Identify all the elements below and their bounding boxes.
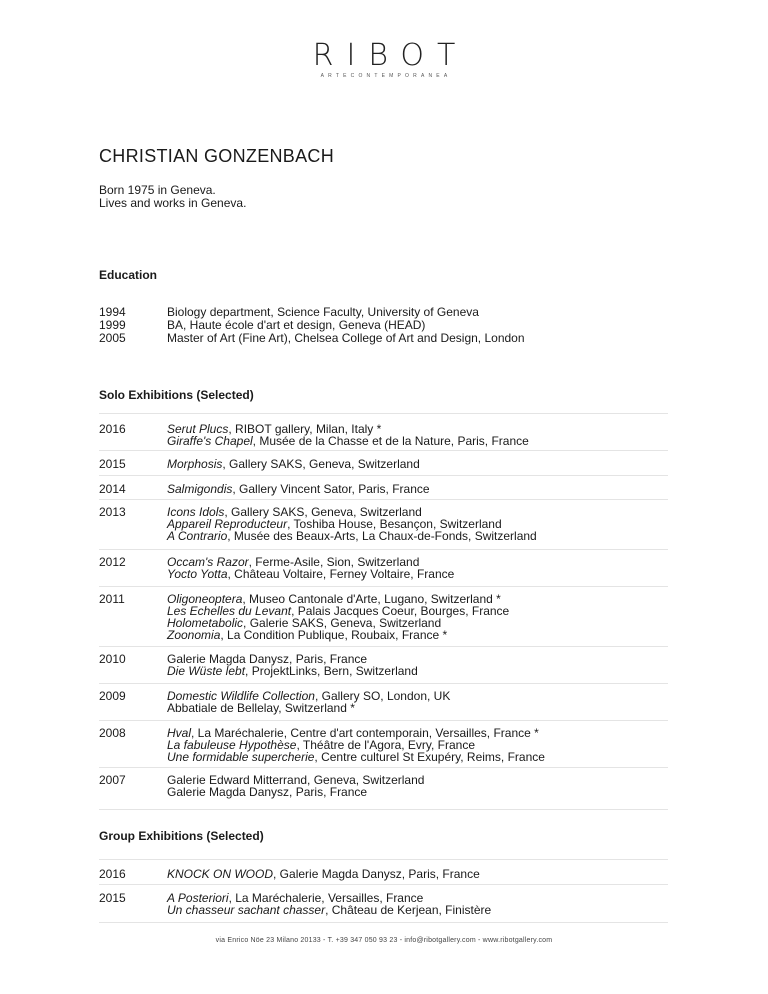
exhibition-venue: , Musée de la Chasse et de la Nature, Paris, France bbox=[252, 434, 529, 448]
row-divider bbox=[99, 499, 668, 500]
exhibition-title: Die Wüste lebt bbox=[167, 664, 246, 678]
exhibition-venue: , Théâtre de l'Agora, Evry, France bbox=[296, 738, 476, 752]
row-divider bbox=[99, 586, 668, 587]
exhibition-venue: , La Maréchalerie, Centre d'art contemporain, Versailles, France * bbox=[191, 726, 539, 740]
exhibition-venue: , Ferme-Asile, Sion, Switzerland bbox=[248, 555, 420, 569]
exhibition-lines bbox=[167, 423, 529, 447]
education-heading: Education bbox=[99, 268, 158, 282]
exhibition-line bbox=[167, 483, 430, 495]
artist-name: CHRISTIAN GONZENBACH bbox=[99, 146, 335, 166]
exhibition-lines bbox=[167, 483, 430, 495]
row-divider bbox=[99, 549, 668, 550]
exhibition-venue: , Toshiba House, Besançon, Switzerland bbox=[287, 517, 502, 531]
row-divider bbox=[99, 450, 668, 451]
exhibition-title: Salmigondis bbox=[167, 482, 233, 496]
row-divider bbox=[99, 884, 668, 885]
exhibition-title: Serut Plucs bbox=[167, 422, 229, 436]
exhibition-title: A Posteriori bbox=[167, 891, 229, 905]
exhibition-lines bbox=[167, 458, 420, 470]
exhibition-title: Oligoneoptera bbox=[167, 592, 243, 606]
education-year: 1994 bbox=[99, 305, 126, 319]
logo-wordmark: RIBOT bbox=[312, 38, 469, 73]
education-text: BA, Haute école d'art et design, Geneva (HEAD) bbox=[167, 318, 426, 332]
exhibition-line bbox=[167, 530, 537, 542]
row-divider bbox=[99, 720, 668, 721]
gallery-logo bbox=[0, 40, 768, 79]
exhibition-entry bbox=[99, 653, 418, 677]
exhibition-title: Hval bbox=[167, 726, 192, 740]
exhibition-title: La fabuleuse Hypothèse bbox=[167, 738, 297, 752]
exhibition-lines bbox=[167, 868, 480, 880]
exhibition-title: Zoonomia bbox=[167, 628, 221, 642]
bio-line: Born 1975 in Geneva. bbox=[99, 183, 216, 197]
exhibition-year: 2013 bbox=[99, 505, 126, 519]
exhibition-entry bbox=[99, 423, 529, 447]
exhibition-year: 2014 bbox=[99, 482, 126, 496]
education-list bbox=[99, 306, 525, 345]
exhibition-line bbox=[167, 458, 420, 470]
exhibition-title: A Contrario bbox=[167, 529, 228, 543]
exhibition-title: Holometabolic bbox=[167, 616, 244, 630]
education-year: 1999 bbox=[99, 318, 126, 332]
exhibition-venue: , La Condition Publique, Roubaix, France * bbox=[220, 628, 448, 642]
exhibition-year: 2015 bbox=[99, 457, 126, 471]
row-divider bbox=[99, 809, 668, 810]
exhibition-title: Yocto Yotta bbox=[167, 567, 228, 581]
exhibition-venue: , Gallery SAKS, Geneva, Switzerland bbox=[222, 457, 420, 471]
row-divider bbox=[99, 646, 668, 647]
row-divider bbox=[99, 683, 668, 684]
row-divider bbox=[99, 413, 668, 414]
group-exhibitions-heading: Group Exhibitions (Selected) bbox=[99, 829, 264, 843]
exhibition-lines bbox=[167, 727, 545, 763]
exhibition-line bbox=[167, 568, 454, 580]
exhibition-line bbox=[167, 702, 450, 714]
exhibition-entry bbox=[99, 892, 491, 916]
exhibition-venue: , Château de Kerjean, Finistère bbox=[325, 903, 492, 917]
exhibition-title: Occam's Razor bbox=[167, 555, 249, 569]
logo-tagline: ARTECONTEMPORANEA bbox=[320, 73, 452, 79]
exhibition-entry bbox=[99, 690, 450, 714]
exhibition-title: Morphosis bbox=[167, 457, 223, 471]
exhibition-line bbox=[167, 751, 545, 763]
exhibition-line bbox=[167, 629, 509, 641]
exhibition-year: 2016 bbox=[99, 867, 126, 881]
exhibition-venue: , Palais Jacques Coeur, Bourges, France bbox=[291, 604, 510, 618]
exhibition-venue: , Gallery SO, London, UK bbox=[314, 689, 451, 703]
exhibition-entry bbox=[99, 727, 545, 763]
exhibition-venue: , Château Voltaire, Ferney Voltaire, France bbox=[227, 567, 455, 581]
exhibition-title: Une formidable supercherie bbox=[167, 750, 315, 764]
bio-line: Lives and works in Geneva. bbox=[99, 196, 247, 210]
exhibition-venue: Galerie Edward Mitterrand, Geneva, Switzerland bbox=[167, 773, 425, 787]
exhibition-year: 2015 bbox=[99, 891, 126, 905]
exhibition-lines bbox=[167, 690, 450, 714]
solo-exhibitions-heading: Solo Exhibitions (Selected) bbox=[99, 388, 254, 402]
exhibition-venue: , Galerie SAKS, Geneva, Switzerland bbox=[243, 616, 442, 630]
exhibition-venue: Galerie Magda Danysz, Paris, France bbox=[167, 652, 368, 666]
exhibition-year: 2011 bbox=[99, 592, 125, 606]
exhibition-year: 2009 bbox=[99, 689, 126, 703]
exhibition-entry bbox=[99, 556, 454, 580]
exhibition-year: 2007 bbox=[99, 773, 126, 787]
exhibition-lines bbox=[167, 774, 424, 798]
exhibition-venue: , Gallery Vincent Sator, Paris, France bbox=[232, 482, 430, 496]
exhibition-entry bbox=[99, 593, 509, 641]
exhibition-venue: , ProjektLinks, Bern, Switzerland bbox=[245, 664, 418, 678]
education-text: Master of Art (Fine Art), Chelsea College of Art and Design, London bbox=[167, 331, 525, 345]
exhibition-venue: , La Maréchalerie, Versailles, France bbox=[228, 891, 424, 905]
exhibition-lines bbox=[167, 653, 418, 677]
exhibition-entry bbox=[99, 483, 430, 495]
exhibition-title: Icons Idols bbox=[167, 505, 225, 519]
education-year: 2005 bbox=[99, 331, 126, 345]
exhibition-venue: , Musée des Beaux-Arts, La Chaux-de-Fonds, Switzerland bbox=[227, 529, 537, 543]
row-divider bbox=[99, 859, 668, 860]
exhibition-title: Giraffe's Chapel bbox=[167, 434, 253, 448]
exhibition-venue: , Centre culturel St Exupéry, Reims, France bbox=[314, 750, 545, 764]
exhibition-entry bbox=[99, 868, 480, 880]
row-divider bbox=[99, 767, 668, 768]
footer-contact: via Enrico Nöe 23 Milano 20133 - T. +39 347 050 93 23 - info@ribotgallery.com - www.ribotgallery.com bbox=[215, 937, 553, 944]
exhibition-entry bbox=[99, 774, 424, 798]
exhibition-title: Domestic Wildlife Collection bbox=[167, 689, 315, 703]
exhibition-year: 2010 bbox=[99, 652, 126, 666]
exhibition-line bbox=[167, 665, 418, 677]
exhibition-venue: Abbatiale de Bellelay, Switzerland * bbox=[167, 701, 355, 715]
row-divider bbox=[99, 922, 668, 923]
exhibition-line bbox=[167, 435, 529, 447]
exhibition-entry bbox=[99, 458, 420, 470]
exhibition-title: KNOCK ON WOOD bbox=[167, 867, 274, 881]
exhibition-year: 2016 bbox=[99, 422, 126, 436]
exhibition-venue: , RIBOT gallery, Milan, Italy * bbox=[228, 422, 382, 436]
exhibition-line bbox=[167, 868, 480, 880]
exhibition-line bbox=[167, 904, 491, 916]
row-divider bbox=[99, 475, 668, 476]
exhibition-lines bbox=[167, 892, 491, 916]
exhibition-title: Appareil Reproducteur bbox=[167, 517, 288, 531]
exhibition-lines bbox=[167, 556, 454, 580]
exhibition-year: 2012 bbox=[99, 555, 126, 569]
exhibition-venue: Galerie Magda Danysz, Paris, France bbox=[167, 785, 368, 799]
exhibition-lines bbox=[167, 593, 509, 641]
education-row bbox=[99, 332, 525, 345]
exhibition-venue: , Museo Cantonale d'Arte, Lugano, Switzerland * bbox=[242, 592, 501, 606]
exhibition-venue: , Galerie Magda Danysz, Paris, France bbox=[273, 867, 480, 881]
artist-bio bbox=[99, 184, 246, 210]
exhibition-title: Un chasseur sachant chasser bbox=[167, 903, 326, 917]
exhibition-line bbox=[167, 786, 424, 798]
exhibition-entry bbox=[99, 506, 537, 542]
exhibition-year: 2008 bbox=[99, 726, 126, 740]
exhibition-title: Les Echelles du Levant bbox=[167, 604, 292, 618]
education-text: Biology department, Science Faculty, University of Geneva bbox=[167, 305, 479, 319]
exhibition-lines bbox=[167, 506, 537, 542]
exhibition-venue: , Gallery SAKS, Geneva, Switzerland bbox=[224, 505, 422, 519]
